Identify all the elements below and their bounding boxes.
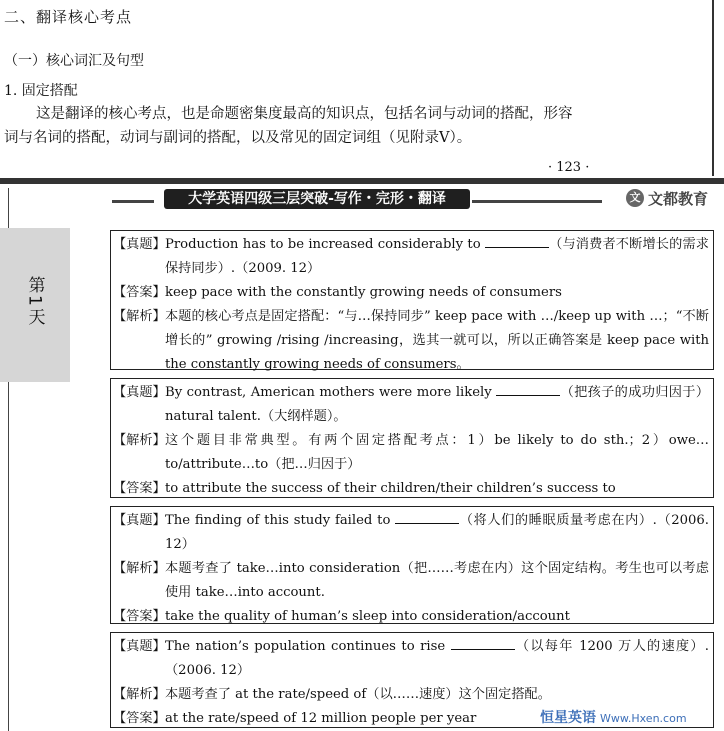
watermark [538, 707, 689, 727]
analysis-tag: 【解析】 [113, 687, 166, 702]
question-text: The nation’s population continues to rise [165, 639, 451, 654]
answer-tag: 【答案】 [113, 609, 166, 624]
answer-tag: 【答案】 [113, 481, 166, 496]
analysis-text: 这个题目非常典型。有两个固定搭配考点：1）be likely to do sth.；2）owe…to/attribute…to（把…归因于） [165, 433, 709, 472]
answer-text: take the quality of human’s sleep into consideration/account [165, 609, 570, 624]
publisher-name: 文都教育 [648, 189, 709, 208]
question-text: The finding of this study failed to [165, 513, 396, 528]
day-tab [0, 228, 70, 382]
numbered-heading: 1. 固定搭配 [4, 83, 78, 99]
question-text: By contrast, American mothers were more likely [165, 385, 497, 400]
answer-row [113, 477, 709, 501]
answer-blank [485, 233, 549, 248]
question-tag: 【真题】 [113, 237, 166, 252]
analysis-text: 本题的核心考点是固定搭配：“与…保持同步” keep pace with …/keep up with …；“不断增长的” growing /rising /increasing，选其一就可以，所以正确答案是 keep pace with the constantly growing needs of consumers。 [165, 309, 709, 372]
page-number: · 123 · [548, 160, 590, 175]
answer-tag: 【答案】 [113, 285, 166, 300]
wendu-logo-icon: 文 [626, 189, 644, 207]
intro-paragraph [4, 102, 704, 150]
page-separator [0, 178, 724, 184]
question-hint: （把孩子的成功归因于）natural talent.（大纲样题）。 [165, 385, 710, 424]
analysis-row [113, 683, 709, 707]
question-hint: （以每年 1200 万人的速度）.（2006. 12） [165, 639, 709, 678]
question-row [113, 233, 709, 281]
subsection-title: （一）核心词汇及句型 [4, 53, 144, 69]
question-hint: （与消费者不断增长的需求保持同步）.（2009. 12） [165, 237, 709, 276]
analysis-tag: 【解析】 [113, 433, 166, 448]
right-margin-rule [712, 0, 714, 176]
answer-text: at the rate/speed of 12 million people per year [165, 711, 477, 726]
book-title-banner: 大学英语四级三层突破-写作・完形・翻译 [164, 189, 470, 209]
question-tag: 【真题】 [113, 513, 166, 528]
intro-paragraph-line: 这是翻译的核心考点，也是命题密集度最高的知识点，包括名词与动词的搭配，形容 [36, 106, 573, 122]
header-rule-left [112, 200, 154, 203]
analysis-row [113, 305, 709, 377]
question-row [113, 635, 709, 683]
watermark-brand: 恒星英语 [540, 710, 596, 726]
question-tag: 【真题】 [113, 385, 166, 400]
question-hint: （将人们的睡眠质量考虑在内）.（2006. 12） [165, 513, 709, 552]
publisher-logo [626, 186, 708, 210]
analysis-row [113, 429, 709, 477]
analysis-text: 本题考查了 take…into consideration（把……考虑在内）这个固定结构。考生也可以考虑使用 take…into account. [165, 561, 709, 600]
question-row [113, 381, 709, 429]
answer-tag: 【答案】 [113, 711, 166, 726]
intro-paragraph-line: 词与名词的搭配，动词与副词的搭配，以及常见的固定词组（见附录Ⅴ）。 [4, 130, 472, 146]
exercise-box [110, 506, 714, 624]
analysis-row [113, 557, 709, 605]
day-tab-label: 第1天 [24, 276, 45, 327]
exercise-box [110, 230, 714, 370]
question-row [113, 509, 709, 557]
question-tag: 【真题】 [113, 639, 166, 654]
question-text: Production has to be increased considerably to [165, 237, 485, 252]
answer-text: to attribute the success of their children/their children’s success to [165, 481, 616, 496]
answer-blank [395, 509, 459, 524]
answer-row [113, 281, 709, 305]
answer-text: keep pace with the constantly growing needs of consumers [165, 285, 562, 300]
section-title: 二、翻译核心考点 [4, 8, 133, 26]
analysis-tag: 【解析】 [113, 561, 166, 576]
analysis-text: 本题考查了 at the rate/speed of（以……速度）这个固定搭配。 [165, 687, 551, 702]
header-rule-right [472, 200, 602, 203]
watermark-url: Www.Hxen.com [600, 712, 687, 725]
analysis-tag: 【解析】 [113, 309, 166, 324]
exercise-box [110, 378, 714, 498]
answer-blank [496, 381, 560, 396]
answer-row [113, 605, 709, 629]
answer-blank [451, 635, 515, 650]
